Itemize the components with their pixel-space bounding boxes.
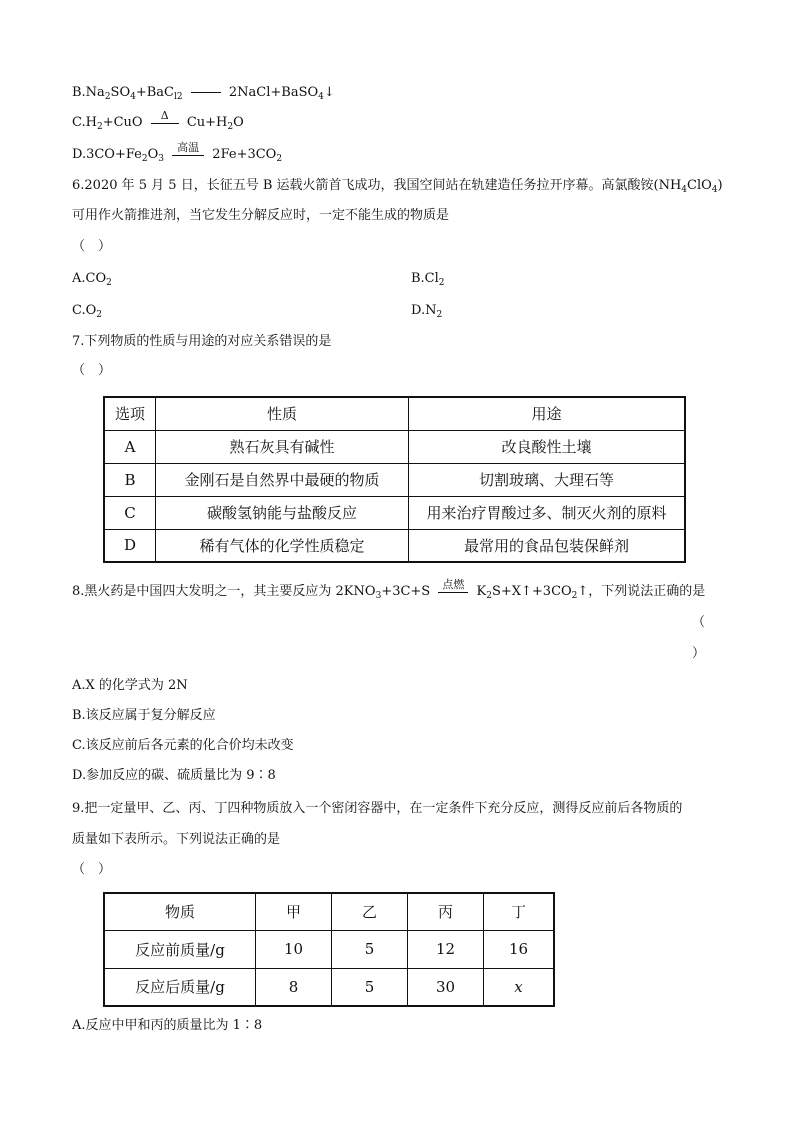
table-cell: 切割玻璃、大理石等 — [409, 463, 686, 496]
eq-c-text: Cu+H — [186, 115, 228, 130]
table-cell: B — [104, 463, 156, 496]
equation-c — [72, 109, 244, 132]
q8-text: S+X↑+3CO — [491, 584, 572, 599]
eq-c-text: O — [233, 115, 244, 130]
table-cell: 10 — [256, 930, 332, 968]
reaction-arrow — [151, 109, 179, 124]
q8-text: K — [476, 584, 487, 599]
subscript: 2 — [104, 92, 111, 102]
subscript: 4 — [130, 92, 136, 102]
table-cell: D — [104, 529, 156, 562]
table-cell: 8 — [256, 968, 332, 1006]
reaction-arrow — [438, 578, 468, 593]
subscript: 2 — [438, 278, 445, 288]
q8-option-a: A.X 的化学式为 2N — [72, 678, 188, 693]
option-text: A.CO — [72, 271, 107, 286]
precipitate-arrow: ↓ — [323, 85, 335, 100]
subscript: 4 — [681, 185, 688, 195]
reaction-arrow — [172, 141, 204, 156]
table-row — [104, 430, 685, 463]
table-header-cell: 选项 — [104, 397, 156, 430]
subscript: 2 — [571, 591, 578, 601]
subscript: 2 — [436, 310, 443, 320]
subscript: 4 — [318, 92, 324, 102]
q9-stem-line1: 9.把一定量甲、乙、丙、丁四种物质放入一个密闭容器中，在一定条件下充分反应，测得反应前后各物质的 — [72, 801, 683, 816]
equation-d — [72, 141, 283, 164]
eq-b-text: B.Na — [72, 85, 105, 100]
table-cell: 稀有气体的化学性质稳定 — [156, 529, 409, 562]
q6-text: 6.2020 年 5 月 5 日，长征五号 B 运载火箭首飞成功，我国空间站在轨建造任务拉开序幕。高氯酸铵(NH — [72, 178, 682, 193]
subscript: 2 — [96, 310, 103, 320]
table-row — [104, 930, 554, 968]
q6-option-c — [72, 302, 102, 320]
eq-b-text: SO — [110, 85, 131, 100]
q7-property-use-table — [103, 396, 686, 563]
table-header-row — [104, 893, 554, 930]
subscript: 4 — [711, 185, 718, 195]
q9-answer-paren: （ ） — [72, 862, 112, 877]
q6-text: ClO — [687, 178, 712, 193]
table-header-cell: 性质 — [156, 397, 409, 430]
table-header-row — [104, 397, 685, 430]
q6-stem-line2: 可用作火箭推进剂，当它发生分解反应时，一定不能生成的物质是 — [72, 208, 450, 223]
table-cell: 12 — [408, 930, 484, 968]
table-header-cell: 丁 — [484, 893, 555, 930]
subscript: 2 — [106, 278, 112, 288]
table-row — [104, 496, 685, 529]
subscript: l2 — [174, 92, 183, 102]
eq-c-text: +CuO — [102, 115, 143, 130]
q8-option-d: D.参加反应的碳、硫质量比为 9∶8 — [72, 768, 276, 783]
option-text: C.O — [72, 303, 97, 318]
q9-option-a: A.反应中甲和丙的质量比为 1∶8 — [72, 1018, 263, 1033]
q6-option-d — [411, 302, 442, 320]
subscript: 3 — [375, 591, 382, 601]
equals-line — [191, 92, 221, 93]
option-text: D.N — [411, 303, 437, 318]
table-header-cell: 乙 — [332, 893, 408, 930]
table-cell: 16 — [484, 930, 555, 968]
table-cell: 改良酸性土壤 — [409, 430, 686, 463]
table-header-cell: 甲 — [256, 893, 332, 930]
eq-b-text: +BaC — [135, 85, 175, 100]
table-cell: 金刚石是自然界中最硬的物质 — [156, 463, 409, 496]
subscript: 2 — [96, 122, 103, 132]
subscript: 2 — [141, 154, 148, 164]
table-header-cell: 用途 — [409, 397, 686, 430]
q6-text: ) — [717, 178, 723, 193]
condition-heat: Δ — [160, 109, 169, 122]
condition-ignite: 点燃 — [442, 578, 465, 591]
q6-option-b — [411, 270, 445, 288]
table-cell: 用来治疗胃酸过多、制灭火剂的原料 — [409, 496, 686, 529]
q8-option-b: B.该反应属于复分解反应 — [72, 708, 216, 723]
table-cell: 5 — [332, 968, 408, 1006]
q8-paren-open: （ — [692, 615, 706, 630]
table-cell: 熟石灰具有碱性 — [156, 430, 409, 463]
q9-stem-line2: 质量如下表所示。下列说法正确的是 — [72, 832, 281, 847]
table-cell: 30 — [408, 968, 484, 1006]
q6-answer-paren: （ ） — [72, 239, 112, 254]
condition-high-temp: 高温 — [177, 141, 200, 154]
q9-mass-table — [103, 892, 555, 1007]
table-cell: 反应前质量/g — [104, 930, 256, 968]
table-cell: x — [484, 968, 555, 1006]
q8-paren-close: ） — [692, 646, 706, 661]
table-cell: A — [104, 430, 156, 463]
table-cell: 5 — [332, 930, 408, 968]
table-cell: C — [104, 496, 156, 529]
eq-d-text: O — [147, 147, 159, 162]
eq-b-text: 2NaCl+BaSO — [228, 85, 319, 100]
eq-c-text: C.H — [72, 115, 97, 130]
table-row — [104, 529, 685, 562]
q6-option-a — [72, 270, 112, 288]
equation-b — [72, 84, 335, 102]
subscript: 2 — [227, 122, 234, 132]
subscript: 3 — [158, 154, 165, 164]
q8-option-c: C.该反应前后各元素的化合价均未改变 — [72, 738, 294, 753]
option-text: B.Cl — [411, 271, 439, 286]
table-row — [104, 968, 554, 1006]
subscript: 2 — [276, 154, 283, 164]
eq-d-text: D.3CO+Fe — [72, 147, 142, 162]
q7-stem: 7.下列物质的性质与用途的对应关系错误的是 — [72, 334, 332, 349]
table-cell: 最常用的食品包装保鲜剂 — [409, 529, 686, 562]
subscript: 2 — [486, 591, 492, 601]
q7-answer-paren: （ ） — [72, 363, 112, 378]
q8-text: +3C+S — [381, 584, 431, 599]
table-header-cell: 物质 — [104, 893, 256, 930]
q8-text: 8.黑火药是中国四大发明之一，其主要反应为 2KNO — [72, 584, 376, 599]
table-cell: 反应后质量/g — [104, 968, 256, 1006]
table-row — [104, 463, 685, 496]
table-header-cell: 丙 — [408, 893, 484, 930]
q8-stem — [72, 578, 706, 601]
q6-stem-line1 — [72, 177, 723, 195]
eq-d-text: 2Fe+3CO — [212, 147, 277, 162]
q8-text: ↑，下列说法正确的是 — [577, 584, 706, 599]
table-cell: 碳酸氢钠能与盐酸反应 — [156, 496, 409, 529]
